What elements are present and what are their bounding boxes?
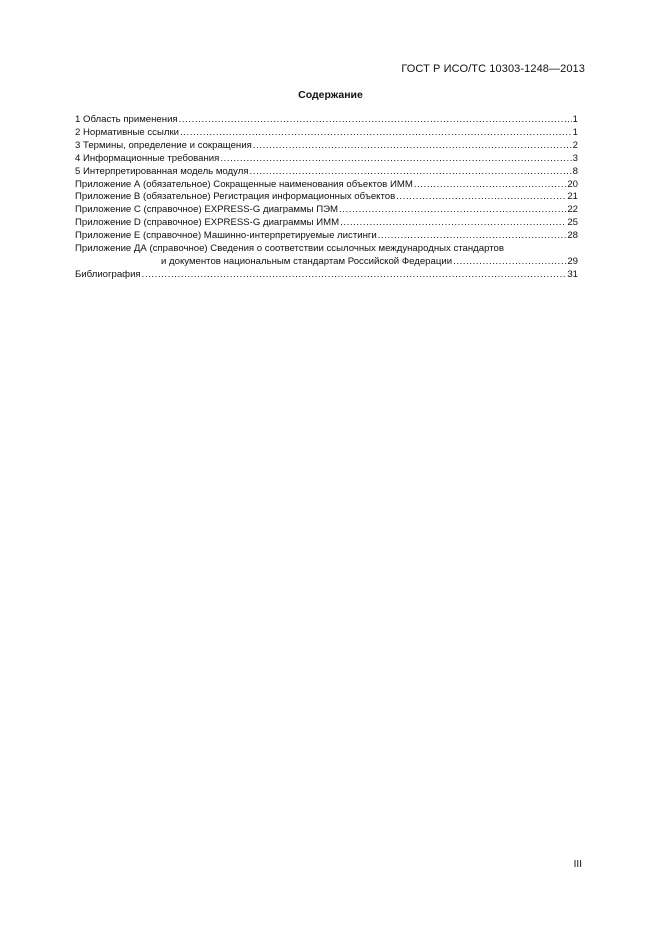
toc-leader-dots bbox=[340, 217, 566, 230]
toc-entry[interactable] bbox=[75, 127, 578, 140]
toc-entry-page: 29 bbox=[567, 255, 578, 267]
document-header: ГОСТ Р ИСО/ТС 10303-1248—2013 bbox=[401, 63, 585, 75]
toc-entry-page: 1 bbox=[572, 114, 578, 125]
toc-leader-dots bbox=[378, 230, 567, 243]
toc-leader-dots bbox=[250, 166, 572, 179]
toc-entry[interactable] bbox=[75, 140, 578, 153]
toc-leader-dots bbox=[453, 256, 566, 269]
toc-entry-label: Приложение ДА (справочное) Сведения о соответствии ссылочных международных стандартов bbox=[75, 243, 504, 255]
toc-entry-page: 31 bbox=[567, 268, 578, 280]
toc-entry-label: Библиография bbox=[75, 268, 141, 280]
toc-entry-label: 1 Область применения bbox=[75, 114, 178, 125]
toc-leader-dots bbox=[180, 127, 572, 140]
toc-entry-label: 5 Интерпретированная модель модуля bbox=[75, 165, 249, 177]
toc-entry-label: 3 Термины, определение и сокращения bbox=[75, 139, 252, 151]
toc-leader-dots bbox=[414, 179, 567, 192]
toc-entry-page: 1 bbox=[572, 126, 578, 138]
toc-entry-label: Приложение С (справочное) EXPRESS-G диаграммы ПЭМ bbox=[75, 204, 338, 216]
toc-leader-dots bbox=[253, 140, 572, 153]
toc-entry[interactable] bbox=[75, 243, 578, 269]
toc-entry[interactable] bbox=[75, 153, 578, 166]
toc-entry-page: 25 bbox=[567, 217, 578, 229]
toc-leader-dots bbox=[339, 204, 566, 217]
table-of-contents bbox=[75, 114, 578, 282]
toc-leader-dots bbox=[142, 269, 567, 282]
toc-entry[interactable] bbox=[75, 230, 578, 243]
toc-entry[interactable] bbox=[75, 191, 578, 204]
toc-entry-label: Приложение А (обязательное) Сокращенные наименования объектов ИММ bbox=[75, 178, 413, 190]
toc-entry[interactable] bbox=[75, 204, 578, 217]
toc-entry-page: 3 bbox=[572, 152, 578, 164]
toc-entry-page: 2 bbox=[572, 139, 578, 151]
toc-entry-page: 28 bbox=[567, 230, 578, 242]
page-number: III bbox=[573, 859, 582, 870]
toc-entry-page: 8 bbox=[572, 165, 578, 177]
toc-leader-dots bbox=[179, 114, 572, 127]
toc-entry-label: Приложение В (обязательное) Регистрация информационных объектов bbox=[75, 191, 396, 203]
toc-entry-page: 21 bbox=[567, 191, 578, 203]
toc-entry-page: 22 bbox=[567, 204, 578, 216]
toc-title: Содержание bbox=[298, 89, 363, 101]
toc-entry-label: Приложение Е (справочное) Машинно-интерпретируемые листинги bbox=[75, 230, 377, 242]
toc-entry[interactable] bbox=[75, 114, 578, 127]
toc-entry-label: Приложение D (справочное) EXPRESS-G диаграммы ИММ bbox=[75, 217, 340, 229]
toc-entry-label-continued: и документов национальным стандартам Российской Федерации bbox=[161, 255, 453, 267]
toc-leader-dots bbox=[220, 153, 571, 166]
toc-entry[interactable] bbox=[75, 269, 578, 282]
toc-leader-dots bbox=[396, 191, 566, 204]
toc-entry[interactable] bbox=[75, 179, 578, 192]
toc-entry[interactable] bbox=[75, 166, 578, 179]
toc-entry-page: 20 bbox=[567, 178, 578, 190]
toc-entry-label: 2 Нормативные ссылки bbox=[75, 126, 180, 138]
toc-entry[interactable] bbox=[75, 217, 578, 230]
toc-entry-label: 4 Информационные требования bbox=[75, 152, 220, 164]
